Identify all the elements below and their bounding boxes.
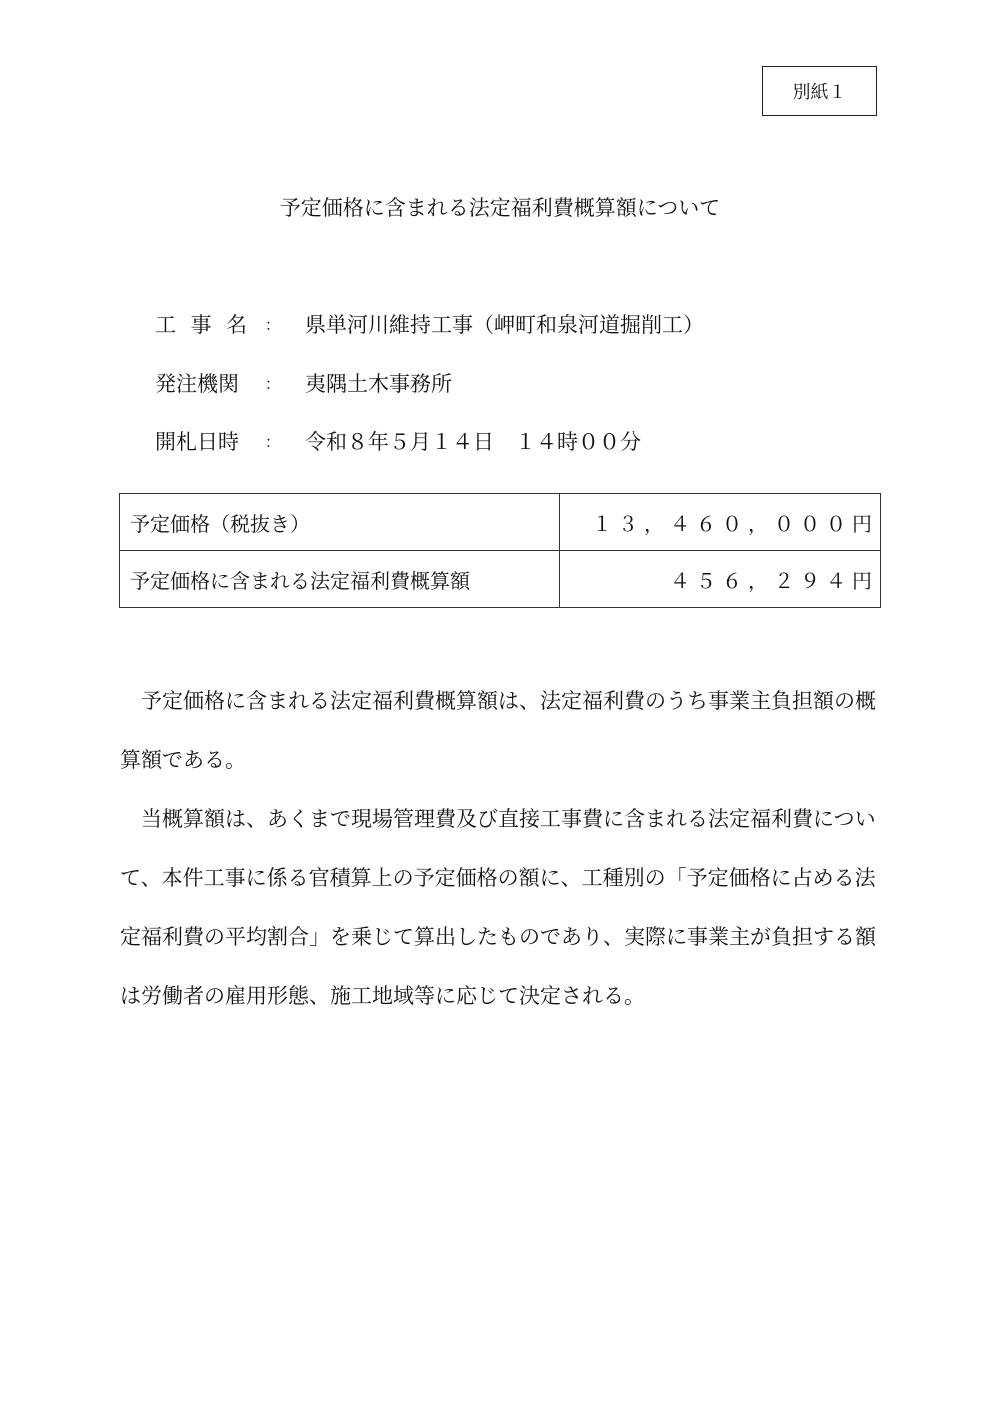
table-cell-amount [560, 494, 881, 551]
amount-value: ４５６，２９４ [670, 568, 852, 593]
table-cell-amount [560, 551, 881, 608]
table-row [120, 551, 881, 608]
info-value-bid-opening-datetime: 令和８年５月１４日 １４時００分 [305, 430, 641, 454]
paragraph-explanation: 当概算額は、あくまで現場管理費及び直接工事費に含まれる法定福利費について、本件工事に係る官積算上の予定価格の額に、工種別の「予定価格に占める法定福利費の平均割合」を乗じて算出したものであり、実際に事業主が負担する額は労働者の雇用形態、施工地域等に応じて決定される。 [120, 807, 876, 1008]
info-colon: ： [265, 375, 281, 393]
info-label-char: 名 [226, 313, 247, 337]
amount-unit: 円 [852, 511, 872, 536]
info-label-char: 事 [190, 313, 212, 337]
amount-unit: 円 [852, 568, 872, 593]
info-colon: ： [265, 433, 281, 451]
paragraph-definition: 予定価格に含まれる法定福利費概算額は、法定福利費のうち事業主負担額の概算額である。 [120, 689, 876, 772]
info-label-bid-opening-datetime: 開札日時 [155, 430, 239, 454]
info-value-project-name: 県単河川維持工事（岬町和泉河道掘削工） [305, 313, 704, 337]
info-label-char: 工 [155, 313, 176, 337]
table-row [120, 494, 881, 551]
info-label-project-name [155, 308, 247, 342]
info-colon: ： [265, 316, 281, 334]
page-title: 予定価格に含まれる法定福利費概算額について [279, 196, 721, 220]
attachment-badge: 別紙１ [762, 66, 877, 116]
info-value-ordering-agency: 夷隅土木事務所 [305, 372, 452, 396]
table-cell-label: 予定価格（税抜き） [120, 494, 560, 551]
table-cell-label: 予定価格に含まれる法定福利費概算額 [120, 551, 560, 608]
info-label-ordering-agency: 発注機関 [155, 372, 239, 396]
price-table [119, 493, 881, 608]
amount-value: １３，４６０，０００ [592, 511, 852, 536]
